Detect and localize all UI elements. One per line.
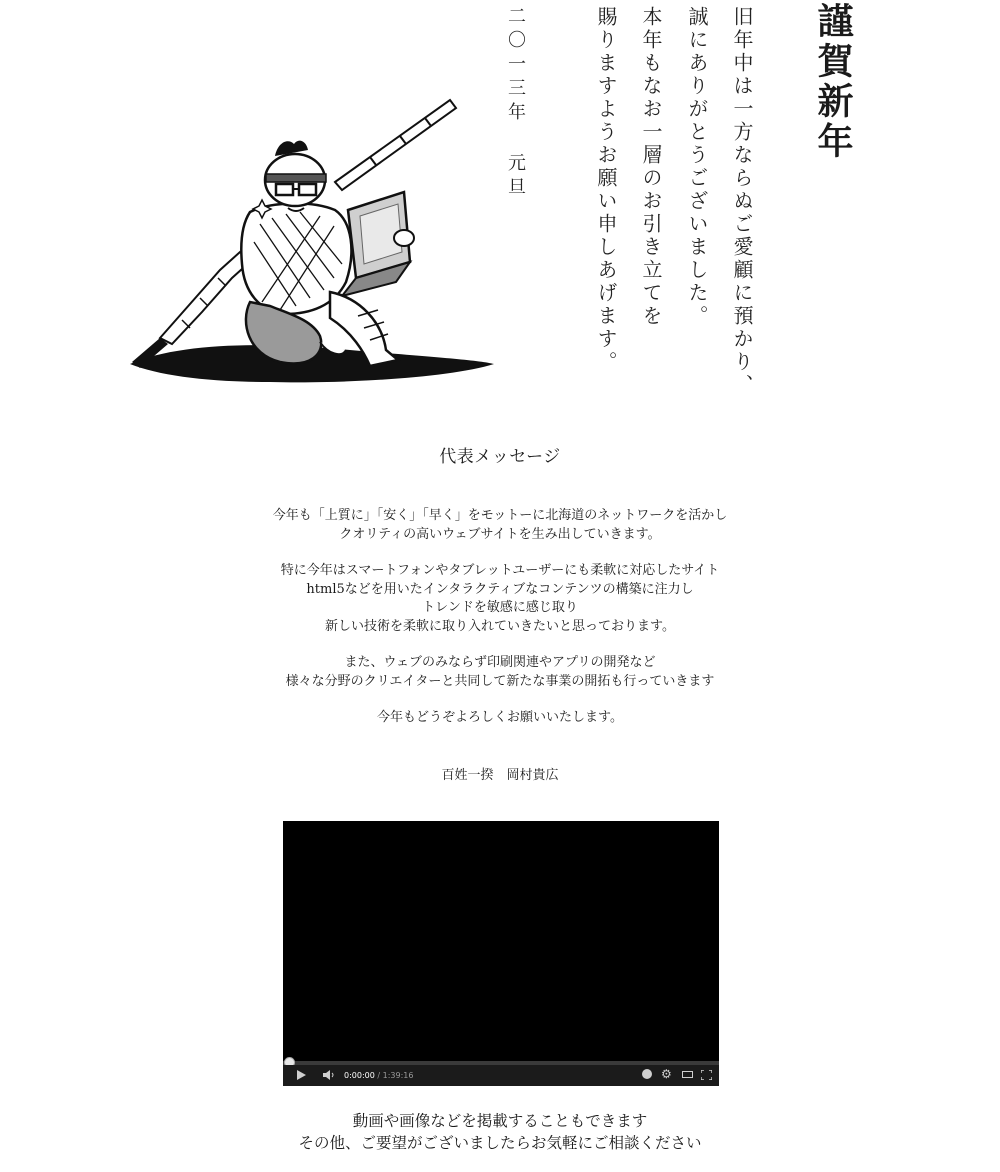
greeting-line-2: 誠にありがとうございました。 <box>685 6 709 328</box>
message-line: 新しい技術を柔軟に取り入れていきたいと思っております。 <box>325 618 675 634</box>
message-line: 様々な分野のクリエイターと共同して新たな事業の開拓も行っていきます <box>285 673 715 689</box>
message-heading: 代表メッセージ <box>439 447 561 467</box>
footer-line-1: 動画や画像などを掲載することもできます <box>352 1112 648 1130</box>
video-current-time: 0:00:00 <box>344 1071 375 1080</box>
representative-message <box>0 442 1000 783</box>
settings-gear-icon[interactable]: ⚙ <box>661 1067 672 1081</box>
greeting-line-3: 本年もなお一層のお引き立てを <box>639 6 663 328</box>
fullscreen-icon[interactable] <box>701 1070 712 1080</box>
volume-icon[interactable] <box>323 1070 335 1080</box>
footer-notice <box>0 1110 1000 1154</box>
message-line: トレンドを敏感に感じ取り <box>422 600 578 615</box>
video-player[interactable] <box>283 821 719 1086</box>
video-time <box>344 1071 413 1080</box>
message-line: 今年もどうぞよろしくお願いいたします。 <box>377 710 623 725</box>
greeting-line-4: 賜りますようお願い申しあげます。 <box>594 6 618 374</box>
footer-line-2: その他、ご要望がございましたらお気軽にご相談ください <box>298 1134 702 1152</box>
video-duration: / 1:39:16 <box>377 1071 414 1080</box>
message-line: 特に今年はスマートフォンやタブレットユーザーにも柔軟に対応したサイト <box>280 563 720 578</box>
greeting-date: 二〇一三年 元旦 <box>505 6 526 201</box>
message-paragraph-1 <box>0 507 1000 544</box>
signature: 百姓一揆 岡村貴広 <box>441 767 559 783</box>
message-paragraph-4 <box>0 709 1000 728</box>
message-line: 今年も「上質に」「安く」「早く」をモットーに北海道のネットワークを活かし <box>272 508 728 523</box>
samurai-with-laptop-illustration <box>120 92 505 392</box>
message-line: html5などを用いたインタラクティブなコンテンツの構築に注力し <box>306 581 694 597</box>
greeting-title: 謹賀新年 <box>812 2 854 162</box>
window-mode-icon[interactable] <box>682 1071 693 1078</box>
message-line: クオリティの高いウェブサイトを生み出していきます。 <box>339 526 661 542</box>
info-icon[interactable] <box>642 1069 652 1079</box>
greeting-line-1: 旧年中は一方ならぬご愛顧に預かり、 <box>730 6 754 397</box>
new-year-card <box>0 0 1000 410</box>
message-line: また、ウェブのみならず印刷関連やアプリの開発など <box>344 655 656 670</box>
message-paragraph-3 <box>0 654 1000 691</box>
message-paragraph-2 <box>0 562 1000 636</box>
video-controls <box>283 1065 719 1086</box>
play-icon[interactable] <box>297 1070 306 1080</box>
